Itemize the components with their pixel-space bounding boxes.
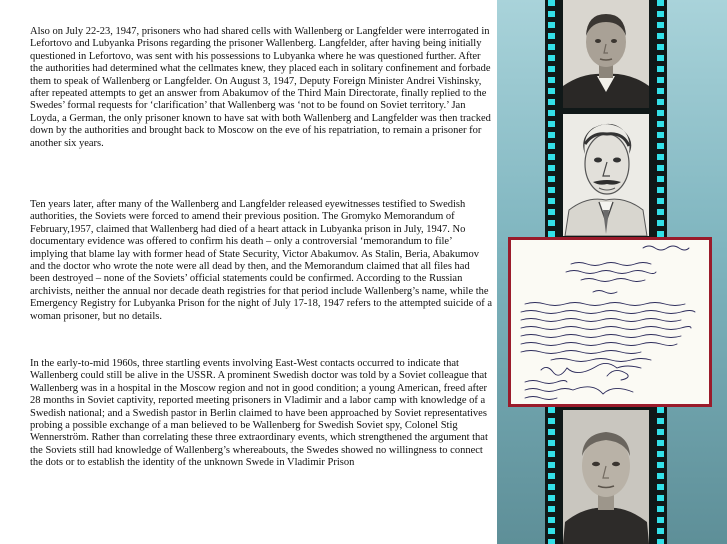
- portrait-photo-4: [563, 410, 649, 544]
- paragraph-2: Ten years later, after many of the Wallenberg and Langfelder released eyewitnesses testified to Swedish authorities, the Soviets were forced to amend their previous position. The Gromyko Memorandum of February,1957, claimed that Wallenberg had died of a heart attack in Lubyanka prison in July, 1947. No documentary evidence was offered to confirm his death – only a controversial ‘memorandum to file’ implying that blame lay with former head of State Security, Victor Abakumov. As Stalin, Beria, Abakumov and the doctor who wrote the note were all dead by then, and the Memorandum claimed that all files had been destroyed – none of the Soviets’ official statements could be confirmed. According to the Russian archivists, neither the annual nor decade death registries for that period include Wallenberg’s name, while the Emergency Registry for Lubyanka Prison for the night of July 17-18, 1947 refers to the attempted suicide of a woman prisoner, but no details.: [30, 199, 492, 322]
- paragraph-3: In the early-to-mid 1960s, three startling events involving East-West contacts occurred to indicate that Wallenberg could still be alive in the USSR. A prominent Swedish doctor was told by a Soviet colleague that Wallenberg was in a hospital in the Moscow region and not in good condition; a young American, freed after 28 months in Soviet captivity, reported meeting prisoners in Vladimir and a labor camp with knowledge of a Swedish national; and a Swedish pastor in Berlin claimed to have been approached by Soviet representatives probing a possible exchange of a man believed to be Wallenberg for Swedish Soviet spy, Colonel Stig Wennerström. Rather than correlating these three extraordinary events, which strengthened the argument that the Soviets still had knowledge of Wallenberg’s whereabouts, the Swedes showed no willingness to connect the dots or to establish the identity of the unknown Swede in Vladimir Prison: [30, 358, 488, 469]
- portrait-photo-1: [563, 0, 649, 108]
- portrait-sketch-2: [563, 114, 649, 236]
- handwritten-document-image: [508, 237, 712, 407]
- paragraph-1: Also on July 22-23, 1947, prisoners who had shared cells with Wallenberg or Langfelder were interrogated in Lefortovo and Lubyanka Prisons regarding the prisoner Wallenberg. Langfelder, after having being initially questioned in Lefortovo, was sent with his possessions to Lubyanka where he was questioned further. After the authorities had determined what the cellmates knew, they placed each in solitary confinement and forbade them to speak of Wallenberg or Langfelder. On August 3, 1947, Deputy Foreign Minister Andrei Vishinsky, after repeated attempts to get an answer from Abakumov of the Third Main Directorate, finally replied to the Swedes’ formal requests for ‘clarification’ that Wallenberg was ‘not to be found on Soviet territory.’ Jan Loyda, a German, the only prisoner known to have sat with both Wallenberg and Langfelder was then tracked down by the authorities and brought back to Moscow on the eve of his repatriation, to remain a prisoner for another six years.: [30, 26, 491, 149]
